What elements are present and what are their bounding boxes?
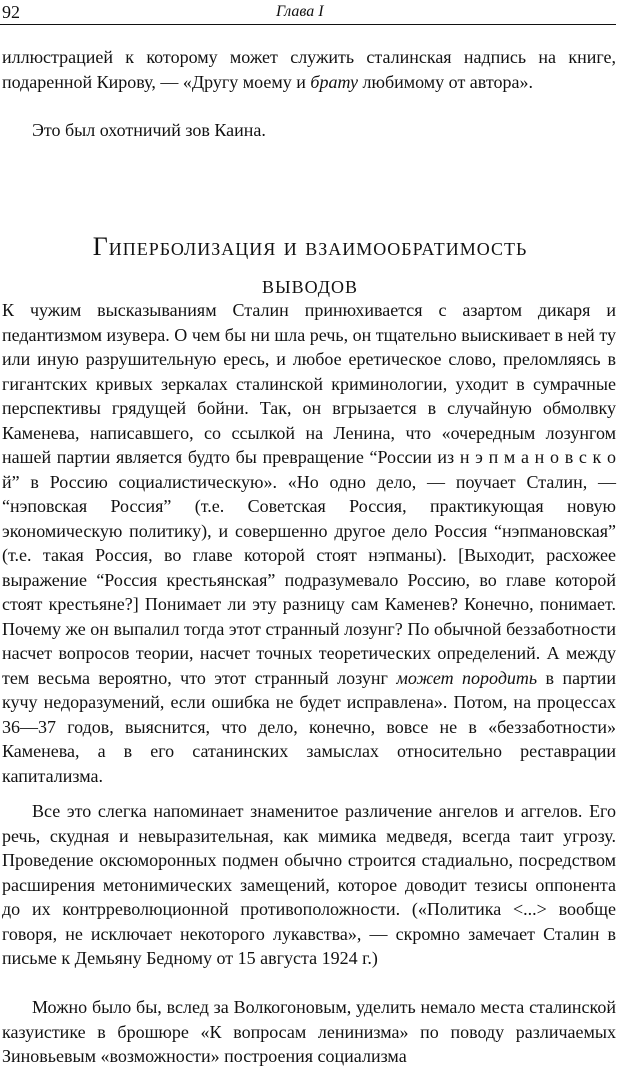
paragraph-4: Все это слегка напоминает знаменитое различение ангелов и аггелов. Его речь, скудная и невыразительная, как мимика медведя, всегда таит угрозу. Проведение оксюморонных подмен обычно строится стадиально, посредством расширения метонимических замещений, которое доводит тезисы оппонента до их контрреволюционной противоположности. («Политика <...> вообще говоря, не исключает некоторого лукавства», — скромно замечает Сталин в письме к Демьяну Бедному от 15 августа 1924 г.)	[2, 801, 616, 968]
paragraph-1-emphasis: брату	[310, 71, 359, 92]
header-rule	[0, 24, 616, 25]
paragraph-3-text-b: в партии кучу недоразумений, если ошибка не будет исправлена». Потом, на процессах 36—37 годов, выяснится, что дело, конечно, вовсе не в «беззаботности» Каменева, а в его сатанинских замыслах относительно реставрации капитализма.	[2, 667, 617, 786]
paragraph-1-text-b: любимому от автора».	[358, 71, 533, 92]
section-title	[0, 228, 620, 304]
paragraph-5: Можно было бы, вслед за Волкогоновым, уделить немало места сталинской казуистике в брошюре «К вопросам ленинизма» по поводу различаемых Зиновьевым «возможности» построения социализма	[2, 997, 616, 1066]
paragraph-3-emphasis: может породить	[396, 667, 538, 688]
paragraph-1-text-a: иллюстрацией к которому может служить сталинская надпись на книге, подаренной Кирову, — «Другу моему и	[2, 47, 616, 92]
paragraph-3-text-a: К чужим высказываниям Сталин принюхивается с азартом дикаря и педантизмом изувера. О чем бы ни шла речь, он тщательно выискивает в ней ту или иную разрушительную ересь, и любое еретическое слово, преломляясь в гигантских кривых зеркалах сталинской криминологии, уходит в сумрачные перспективы грядущей бойни. Так, он вгрызается в случайную обмолвку Каменева, написавшего, со ссылкой на Ленина, что «очередным лозунгом нашей партии является будто бы превращение “России из н э п м а н о в с к о й” в Россию социалистическую». «Но одно дело, — поучает Сталин, — “нэповская Россия” (т.е. Советская Россия, практикующая новую экономическую политику), и совершенно другое дело Россия “нэпмановская” (т.е. такая Россия, во главе которой стоят нэпманы). [Выходит, расхожее выражение “Россия крестьянская” подразумевало Россию, во главе которой стоят крестьяне?] Понимает ли эту разницу сам Каменев? Конечно, понимает. Почему же он выпалил тогда этот странный лозунг? По обычной беззаботности насчет вопросов теории, насчет точных теоретических определений. А между тем весьма вероятно, что этот странный лозунг	[2, 300, 616, 688]
section-title-line-1: Гиперболизация и взаимообратимость	[92, 232, 528, 261]
paragraph-3	[2, 298, 616, 788]
section-title-line-2: выводов	[261, 270, 359, 299]
page-number: 92	[2, 2, 20, 22]
paragraph-1	[2, 45, 616, 94]
running-title: Глава I	[276, 3, 324, 20]
paragraph-2: Это был охотничий зов Каина.	[32, 120, 266, 140]
running-header	[0, 0, 620, 28]
